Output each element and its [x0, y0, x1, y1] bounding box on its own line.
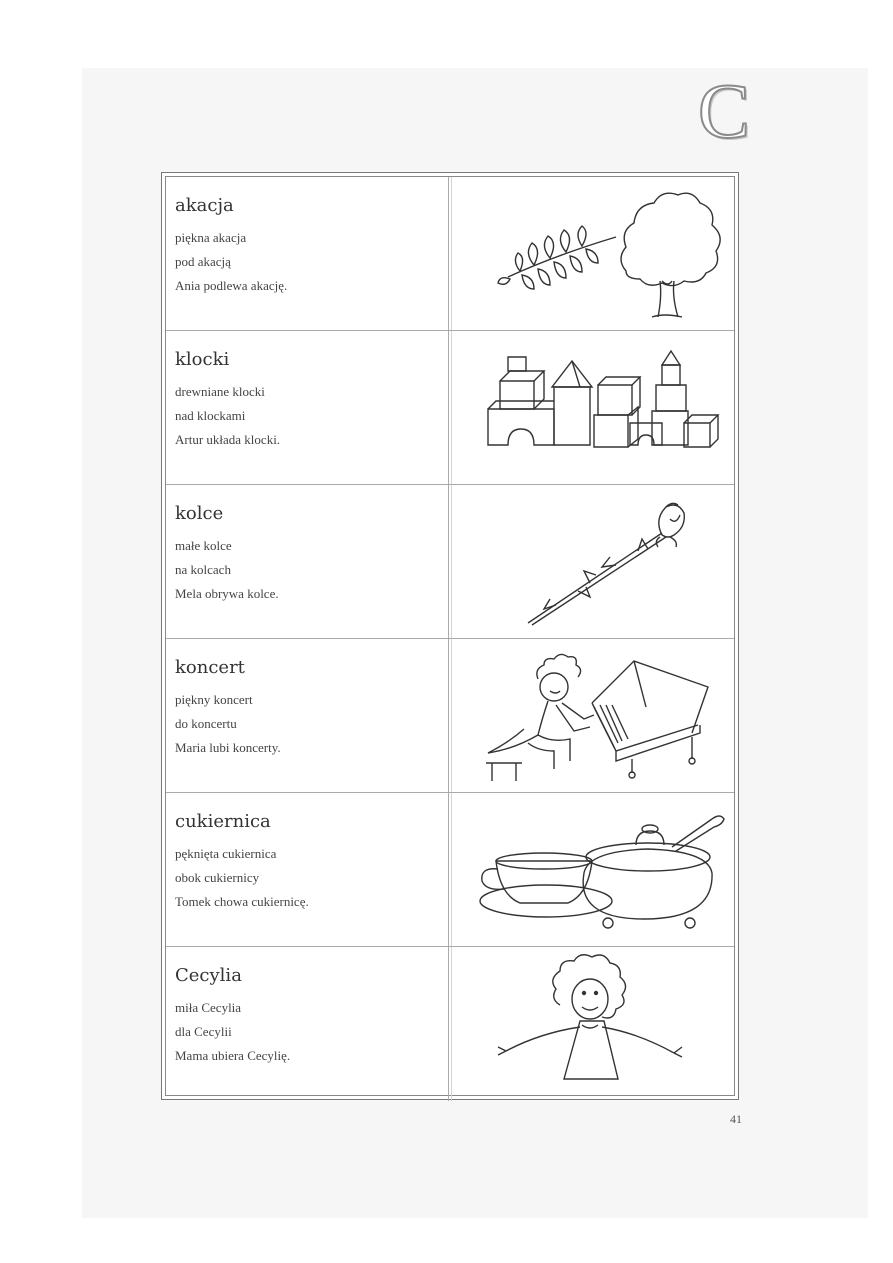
phrase: Tomek chowa cukiernicę.	[175, 894, 309, 909]
phrase: małe kolce	[175, 538, 232, 553]
phrase: piękna akacja	[175, 230, 247, 245]
phrase: Maria lubi koncerty.	[175, 740, 281, 755]
page-number: 41	[730, 1112, 742, 1126]
sugar-bowl-icon	[466, 801, 726, 939]
girl-icon	[466, 955, 726, 1093]
phrase: Mama ubiera Cecylię.	[175, 1048, 291, 1063]
phrase: pęknięta cukiernica	[175, 846, 277, 861]
column-divider	[448, 947, 449, 1101]
word-cell	[175, 657, 445, 760]
chapter-letter: C	[698, 67, 751, 154]
column-divider	[448, 793, 449, 946]
headword: koncert	[175, 657, 245, 678]
column-divider-secondary	[451, 177, 452, 330]
headword: kolce	[175, 503, 224, 524]
phrase: nad klockami	[175, 408, 246, 423]
column-divider-secondary	[451, 485, 452, 638]
column-divider-secondary	[451, 947, 452, 1101]
word-cell	[175, 195, 445, 298]
table-row	[166, 793, 734, 947]
table-row	[166, 331, 734, 485]
word-cell	[175, 349, 445, 452]
word-table-inner	[165, 176, 735, 1096]
table-row	[166, 639, 734, 793]
word-cell	[175, 965, 445, 1068]
phrase: pod akacją	[175, 254, 231, 269]
headword: klocki	[175, 349, 230, 370]
column-divider-secondary	[451, 331, 452, 484]
phrase: Mela obrywa kolce.	[175, 586, 279, 601]
pianist-icon	[466, 647, 726, 785]
phrase: drewniane klocki	[175, 384, 265, 399]
phrase: Ania podlewa akację.	[175, 278, 288, 293]
table-row	[166, 485, 734, 639]
column-divider-secondary	[451, 639, 452, 792]
phrase: dla Cecylii	[175, 1024, 232, 1039]
phrase: piękny koncert	[175, 692, 253, 707]
table-row	[166, 177, 734, 331]
column-divider	[448, 485, 449, 638]
column-divider	[448, 177, 449, 330]
phrase: do koncertu	[175, 716, 237, 731]
headword: Cecylia	[175, 965, 242, 986]
rose-thorns-icon	[466, 493, 726, 631]
word-cell	[175, 811, 445, 914]
column-divider	[448, 639, 449, 792]
phrase: na kolcach	[175, 562, 231, 577]
headword: akacja	[175, 195, 234, 216]
column-divider-secondary	[451, 793, 452, 946]
word-cell	[175, 503, 445, 606]
phrase: obok cukiernicy	[175, 870, 260, 885]
column-divider	[448, 331, 449, 484]
phrase: Artur układa klocki.	[175, 432, 281, 447]
table-row	[166, 947, 734, 1101]
acacia-tree-icon	[466, 185, 726, 323]
headword: cukiernica	[175, 811, 271, 832]
word-table	[161, 172, 739, 1100]
phrase: miła Cecylia	[175, 1000, 242, 1015]
blocks-icon	[466, 339, 726, 477]
